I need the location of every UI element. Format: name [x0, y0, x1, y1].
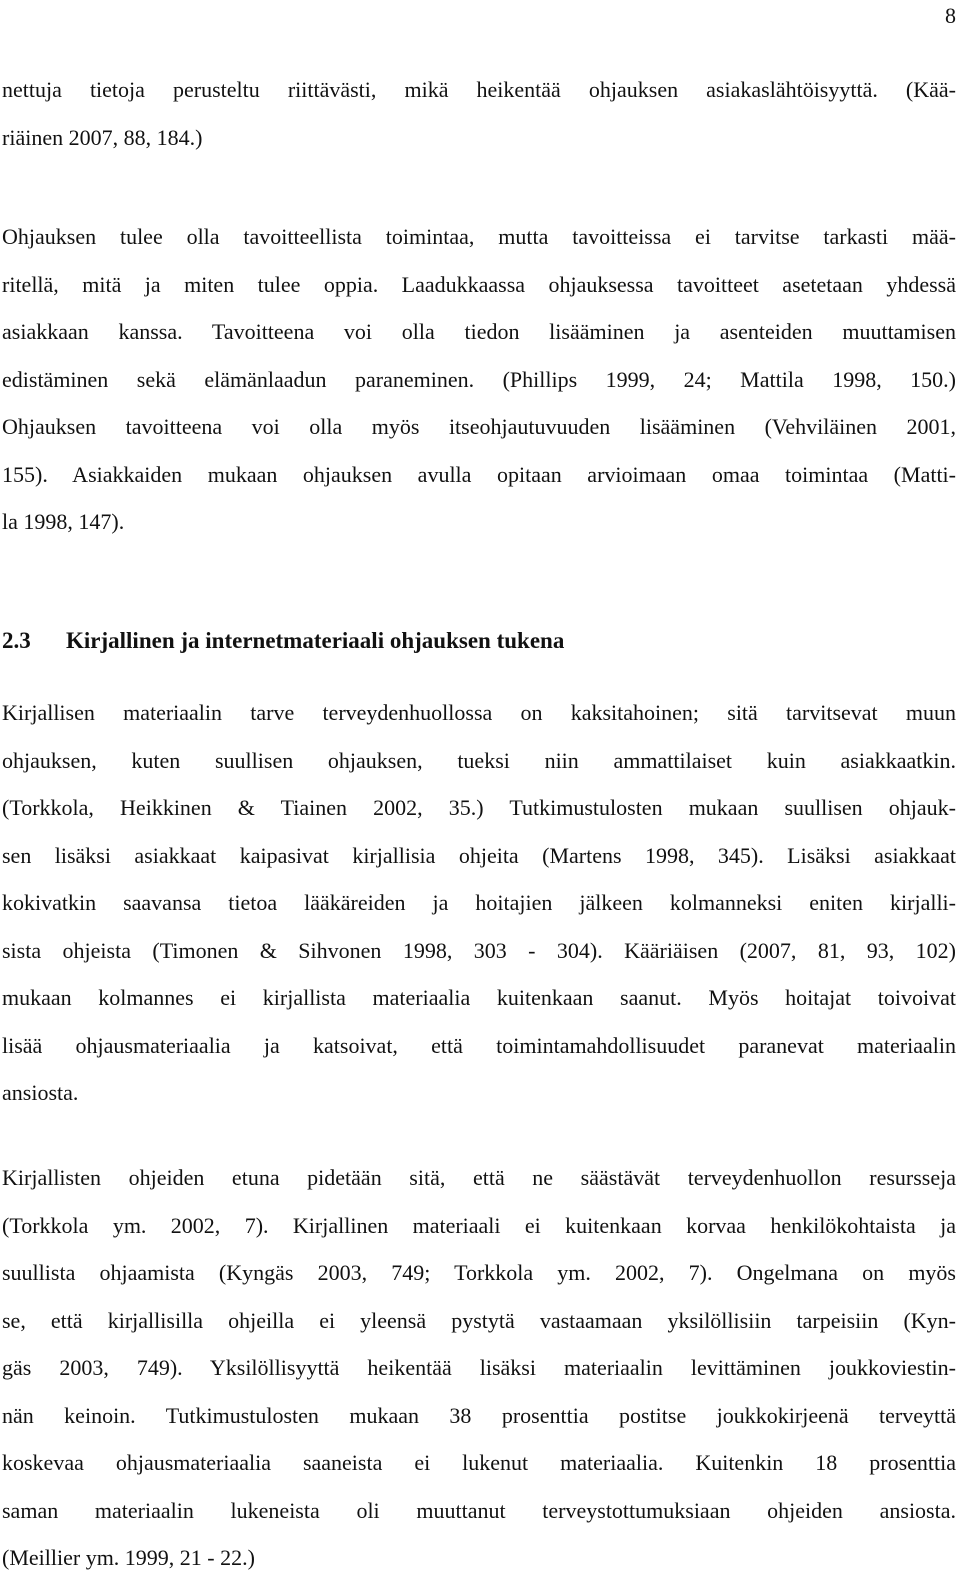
text-line: sista ohjeista (Timonen & Sihvonen 1998, 303 - 304). Kääriäisen (2007, 81, 93, 102)	[2, 937, 956, 963]
text-line: riäinen 2007, 88, 184.)	[2, 124, 203, 150]
text-line: ansiosta.	[2, 1080, 79, 1105]
text-line: gäs 2003, 749). Yksilöllisyyttä heikentää lisäksi materiaalin levittäminen joukkoviestin-	[2, 1355, 956, 1380]
paragraph-2	[2, 213, 956, 546]
text-line: Ohjauksen tavoitteena voi olla myös itseohjautuvuuden lisääminen (Vehviläinen 2001,	[2, 414, 956, 439]
paragraph-3	[2, 689, 956, 1117]
text-line: la 1998, 147).	[2, 509, 125, 534]
section-title: Kirjallinen ja internetmateriaali ohjauksen tukena	[66, 628, 565, 653]
text-line: saman materiaalin lukeneista oli muuttanut terveystottumuksiaan ohjeiden ansiosta.	[2, 1497, 956, 1523]
text-line: ritellä, mitä ja miten tulee oppia. Laadukkaassa ohjauksessa tavoitteet asetetaan yhdessä	[2, 271, 956, 297]
page-number: 8	[945, 3, 956, 28]
text-line: mukaan kolmannes ei kirjallista materiaalia kuitenkaan saanut. Myös hoitajat toivoivat	[2, 985, 956, 1010]
text-line: se, että kirjallisilla ohjeilla ei yleensä pystytä vastaamaan yksilöllisiin tarpeisiin (Kyn-	[2, 1307, 956, 1333]
text-line: nettuja tietoja perusteltu riittävästi, mikä heikentää ohjauksen asiakaslähtöisyyttä. (Kää-	[2, 77, 956, 102]
text-line: asiakkaan kanssa. Tavoitteena voi olla tiedon lisääminen ja asenteiden muuttamisen	[2, 319, 956, 344]
section-heading	[2, 622, 956, 660]
text-line: (Torkkola ym. 2002, 7). Kirjallinen materiaali ei kuitenkaan korvaa henkilökohtaista ja	[2, 1212, 956, 1238]
paragraph-1	[2, 66, 956, 161]
section-number: 2.3	[2, 628, 31, 653]
text-line: Kirjallisen materiaalin tarve terveydenhuollossa on kaksitahoinen; sitä tarvitsevat muun	[2, 700, 956, 725]
text-line: (Torkkola, Heikkinen & Tiainen 2002, 35.) Tutkimustulosten mukaan suullisen ohjauk-	[2, 795, 956, 820]
paragraph-4	[2, 1154, 956, 1582]
text-line: sen lisäksi asiakkaat kaipasivat kirjallisia ohjeita (Martens 1998, 345). Lisäksi asiakkaat	[2, 842, 956, 868]
text-line: ohjauksen, kuten suullisen ohjauksen, tueksi niin ammattilaiset kuin asiakkaatkin.	[2, 747, 956, 773]
text-line: edistäminen sekä elämänlaadun paraneminen. (Phillips 1999, 24; Mattila 1998, 150.)	[2, 366, 956, 392]
text-line: lisää ohjausmateriaalia ja katsoivat, että toimintamahdollisuudet paranevat materiaalin	[2, 1032, 956, 1058]
text-line: suullista ohjaamista (Kyngäs 2003, 749; Torkkola ym. 2002, 7). Ongelmana on myös	[2, 1260, 956, 1285]
text-line: Ohjauksen tulee olla tavoitteellista toimintaa, mutta tavoitteissa ei tarvitse tarkasti mää-	[2, 224, 956, 249]
text-line: 155). Asiakkaiden mukaan ohjauksen avulla opitaan arvioimaan omaa toimintaa (Matti-	[2, 461, 956, 487]
text-line: (Meillier ym. 1999, 21 - 22.)	[2, 1545, 255, 1570]
text-line: koskevaa ohjausmateriaalia saaneista ei lukenut materiaalia. Kuitenkin 18 prosenttia	[2, 1450, 956, 1475]
text-line: nän keinoin. Tutkimustulosten mukaan 38 prosenttia postitse joukkokirjeenä terveyttä	[2, 1402, 956, 1428]
text-line: kokivatkin saavansa tietoa lääkäreiden ja hoitajien jälkeen kolmanneksi eniten kirjalli-	[2, 890, 956, 915]
text-line: Kirjallisten ohjeiden etuna pidetään sitä, että ne säästävät terveydenhuollon resursseja	[2, 1165, 956, 1190]
